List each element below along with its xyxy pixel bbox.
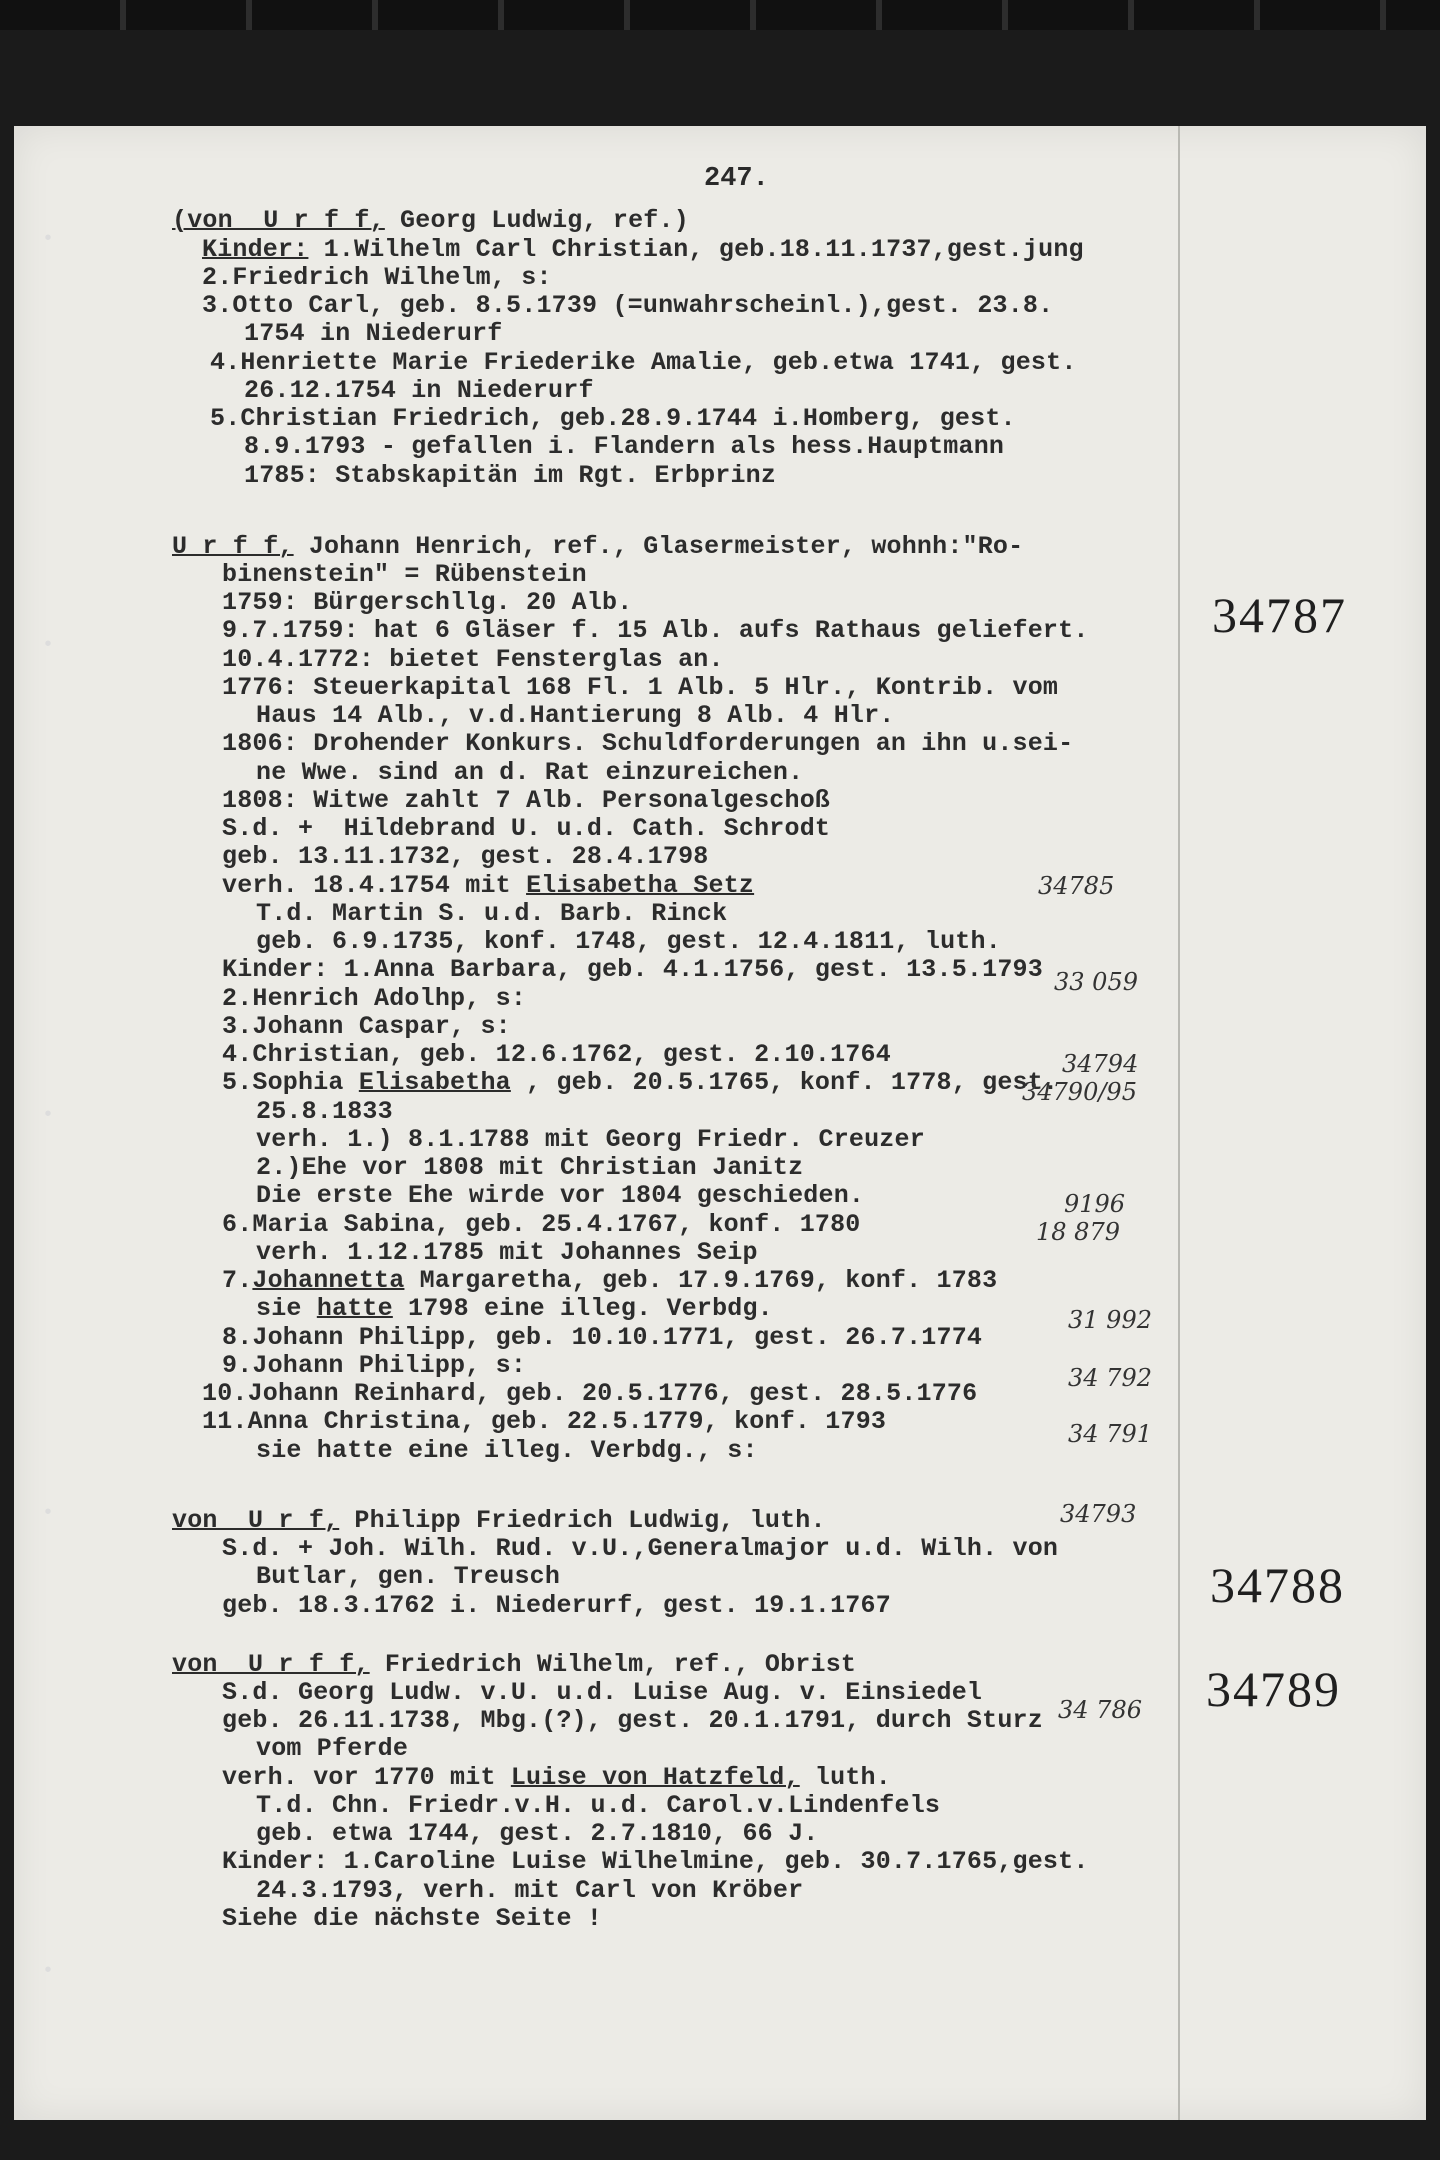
document-page (14, 126, 1426, 2120)
text-segment: 1808: Witwe zahlt 7 Alb. Personalgeschoß (222, 786, 831, 815)
text-segment: verh. 1.) 8.1.1788 mit Georg Friedr. Creuzer (256, 1125, 925, 1154)
text-line (222, 1904, 602, 1933)
text-line (256, 899, 727, 928)
text-line (256, 1125, 925, 1154)
handwritten-ref: 9196 (1064, 1190, 1126, 1218)
text-line (222, 842, 708, 871)
text-segment: 26.12.1754 in Niederurf (244, 376, 594, 405)
text-segment: Siehe die nächste Seite ! (222, 1904, 603, 1933)
text-segment: 1.Wilhelm Carl Christian, geb.18.11.1737,gest.jung (308, 235, 1084, 264)
text-segment: 5.Christian Friedrich, geb.28.9.1744 i.Homberg, gest. (210, 404, 1016, 433)
text-segment: 10.Johann Reinhard, geb. 20.5.1776, gest. 28.5.1776 (202, 1379, 978, 1408)
text-line (256, 1791, 940, 1820)
text-segment: , geb. 20.5.1765, konf. 1778, gest. (510, 1068, 1059, 1097)
underlined-name: Elisabetha Setz (526, 871, 755, 900)
text-line (202, 1379, 977, 1408)
text-line (256, 927, 1001, 956)
handwritten-ref: 34785 (1038, 872, 1115, 900)
handwritten-ref: 34 791 (1068, 1420, 1152, 1448)
text-segment: 10.4.1772: bietet Fensterglas an. (222, 645, 724, 674)
punch-mark: • (42, 1502, 55, 1525)
text-line (210, 404, 1016, 433)
text-line (244, 432, 1004, 461)
text-segment: Margaretha, geb. 17.9.1769, konf. 1783 (404, 1266, 998, 1295)
text-segment: luth. (799, 1763, 891, 1792)
text-segment: 7. (222, 1266, 253, 1295)
text-line (202, 1407, 886, 1436)
punch-mark: • (42, 634, 55, 657)
text-segment: verh. vor 1770 mit (222, 1763, 511, 1792)
text-line (222, 1678, 982, 1707)
text-line (172, 1506, 826, 1535)
text-segment: Kinder: 1.Caroline Luise Wilhelmine, geb. 30.7.1765,gest. (222, 1847, 1089, 1876)
text-segment: Haus 14 Alb., v.d.Hantierung 8 Alb. 4 Hlr. (256, 701, 895, 730)
text-segment: 9.Johann Philipp, s: (222, 1351, 527, 1380)
text-line (256, 1876, 803, 1905)
text-line (256, 1294, 773, 1323)
text-segment: geb. 18.3.1762 i. Niederurf, gest. 19.1.1767 (222, 1591, 891, 1620)
text-segment: 1759: Bürgerschllg. 20 Alb. (222, 588, 633, 617)
text-segment: 3.Johann Caspar, s: (222, 1012, 511, 1041)
record-number-34787: 34787 (1212, 587, 1347, 643)
text-line (256, 1097, 393, 1126)
text-segment: 1785: Stabskapitän im Rgt. Erbprinz (244, 461, 777, 490)
text-line (202, 263, 552, 292)
text-segment: sie (256, 1294, 317, 1323)
text-segment: geb. 26.11.1738, Mbg.(?), gest. 20.1.1791, durch Sturz (222, 1706, 1043, 1735)
text-segment: 9.7.1759: hat 6 Gläser f. 15 Alb. aufs Rathaus geliefert. (222, 616, 1089, 645)
text-line (222, 1068, 1058, 1097)
text-line (222, 616, 1089, 645)
text-segment: 1798 eine illeg. Verbdg. (392, 1294, 773, 1323)
text-line (222, 588, 632, 617)
underlined-name: von U r f, (172, 1506, 340, 1535)
text-line (244, 376, 594, 405)
underlined-name: U r f f, (172, 532, 294, 561)
handwritten-ref: 34793 (1060, 1500, 1137, 1528)
text-segment: geb. 13.11.1732, gest. 28.4.1798 (222, 842, 709, 871)
text-line (222, 729, 1073, 758)
text-line (244, 319, 502, 348)
text-line (256, 1734, 408, 1763)
text-segment: 3.Otto Carl, geb. 8.5.1739 (=unwahrscheinl.),gest. 23.8. (202, 291, 1054, 320)
text-segment: 1754 in Niederurf (244, 319, 503, 348)
text-segment: 1806: Drohender Konkurs. Schuldforderungen an ihn u.sei- (222, 729, 1074, 758)
text-segment: vom Pferde (256, 1734, 409, 1763)
record-number-34789: 34789 (1206, 1661, 1341, 1717)
text-line (222, 560, 587, 589)
underlined-name: hatte (316, 1294, 393, 1323)
text-segment: Friedrich Wilhelm, ref., Obrist (369, 1650, 857, 1679)
text-segment: Johann Henrich, ref., Glasermeister, wohnh:"Ro- (293, 532, 1024, 561)
text-line (256, 1562, 560, 1591)
text-segment: 11.Anna Christina, geb. 22.5.1779, konf. 1793 (202, 1407, 887, 1436)
text-segment: 4.Henriette Marie Friederike Amalie, geb.etwa 1741, gest. (210, 348, 1077, 377)
text-line (172, 1650, 856, 1679)
text-line (256, 1153, 803, 1182)
text-line (222, 1706, 1043, 1735)
text-segment: 2.)Ehe vor 1808 mit Christian Janitz (256, 1153, 804, 1182)
handwritten-ref: 33 059 (1054, 968, 1138, 996)
text-line (202, 291, 1053, 320)
underlined-name: von U r f f, (172, 1650, 370, 1679)
text-line (244, 461, 776, 490)
text-segment: Georg Ludwig, ref.) (384, 206, 689, 235)
text-segment: Butlar, gen. Treusch (256, 1562, 561, 1591)
underlined-name: Elisabetha (358, 1068, 511, 1097)
text-line (256, 1436, 758, 1465)
record-number-34788: 34788 (1210, 1557, 1345, 1613)
text-line (202, 235, 1084, 264)
text-line (210, 348, 1077, 377)
text-line (222, 955, 1043, 984)
page-number: 247. (704, 164, 769, 194)
text-segment: verh. 18.4.1754 mit (222, 871, 527, 900)
text-line (222, 984, 526, 1013)
text-line (256, 1181, 864, 1210)
text-segment: Kinder: 1.Anna Barbara, geb. 4.1.1756, gest. 13.5.1793 (222, 955, 1043, 984)
text-line (222, 1534, 1058, 1563)
handwritten-ref: 34790/95 (1022, 1078, 1137, 1106)
punch-mark: • (42, 228, 55, 251)
text-segment: 2.Friedrich Wilhelm, s: (202, 263, 552, 292)
text-line (256, 758, 803, 787)
text-line (256, 1238, 758, 1267)
text-segment: ne Wwe. sind an d. Rat einzureichen. (256, 758, 804, 787)
text-segment: sie hatte eine illeg. Verbdg., s: (256, 1436, 758, 1465)
text-segment: T.d. Martin S. u.d. Barb. Rinck (256, 899, 728, 928)
text-line (222, 1847, 1089, 1876)
text-line (222, 1591, 891, 1620)
text-line (222, 673, 1058, 702)
handwritten-ref: 34 786 (1058, 1696, 1142, 1724)
punch-mark: • (42, 1960, 55, 1983)
text-segment: 2.Henrich Adolhp, s: (222, 984, 527, 1013)
text-line (222, 1763, 891, 1792)
handwritten-ref: 34794 (1062, 1050, 1139, 1078)
text-line (256, 1819, 819, 1848)
text-line (222, 1266, 997, 1295)
text-segment: S.d. + Hildebrand U. u.d. Cath. Schrodt (222, 814, 831, 843)
text-segment: 1776: Steuerkapital 168 Fl. 1 Alb. 5 Hlr., Kontrib. vom (222, 673, 1059, 702)
underlined-name: Luise von Hatzfeld, (510, 1763, 800, 1792)
text-segment: Philipp Friedrich Ludwig, luth. (339, 1506, 826, 1535)
punch-mark: • (42, 1104, 55, 1127)
text-segment: 8.9.1793 - gefallen i. Flandern als hess.Hauptmann (244, 432, 1005, 461)
text-segment: geb. 6.9.1735, konf. 1748, gest. 12.4.1811, luth. (256, 927, 1001, 956)
text-segment: verh. 1.12.1785 mit Johannes Seip (256, 1238, 758, 1267)
text-segment: T.d. Chn. Friedr.v.H. u.d. Carol.v.Lindenfels (256, 1791, 941, 1820)
underlined-name: (von U r f f, (172, 206, 385, 235)
film-strip-edge (0, 0, 1440, 30)
text-segment: 6.Maria Sabina, geb. 25.4.1767, konf. 1780 (222, 1210, 861, 1239)
text-segment: 4.Christian, geb. 12.6.1762, gest. 2.10.1764 (222, 1040, 891, 1069)
text-segment: 25.8.1833 (256, 1097, 393, 1126)
text-segment: 8.Johann Philipp, geb. 10.10.1771, gest. 26.7.1774 (222, 1323, 983, 1352)
text-line (172, 532, 1023, 561)
text-line (222, 786, 830, 815)
text-segment: 24.3.1793, verh. mit Carl von Kröber (256, 1876, 804, 1905)
text-segment: 5.Sophia (222, 1068, 359, 1097)
text-line (222, 814, 830, 843)
underlined-name: Kinder: (202, 235, 309, 264)
handwritten-ref: 18 879 (1036, 1218, 1120, 1246)
text-line (222, 1012, 511, 1041)
handwritten-ref: 34 792 (1068, 1364, 1152, 1392)
text-segment: geb. etwa 1744, gest. 2.7.1810, 66 J. (256, 1819, 819, 1848)
text-segment: binenstein" = Rübenstein (222, 560, 587, 589)
text-segment: S.d. Georg Ludw. v.U. u.d. Luise Aug. v. Einsiedel (222, 1678, 983, 1707)
text-line (172, 206, 689, 235)
text-line (222, 1040, 891, 1069)
text-segment: S.d. + Joh. Wilh. Rud. v.U.,Generalmajor u.d. Wilh. von (222, 1534, 1059, 1563)
margin-rule (1178, 126, 1180, 2120)
text-line (222, 871, 754, 900)
text-line (222, 1351, 526, 1380)
text-line (222, 645, 724, 674)
underlined-name: Johannetta (252, 1266, 405, 1295)
text-line (222, 1210, 861, 1239)
text-segment: Die erste Ehe wirde vor 1804 geschieden. (256, 1181, 865, 1210)
text-line (222, 1323, 982, 1352)
text-line (256, 701, 895, 730)
handwritten-ref: 31 992 (1068, 1306, 1152, 1334)
